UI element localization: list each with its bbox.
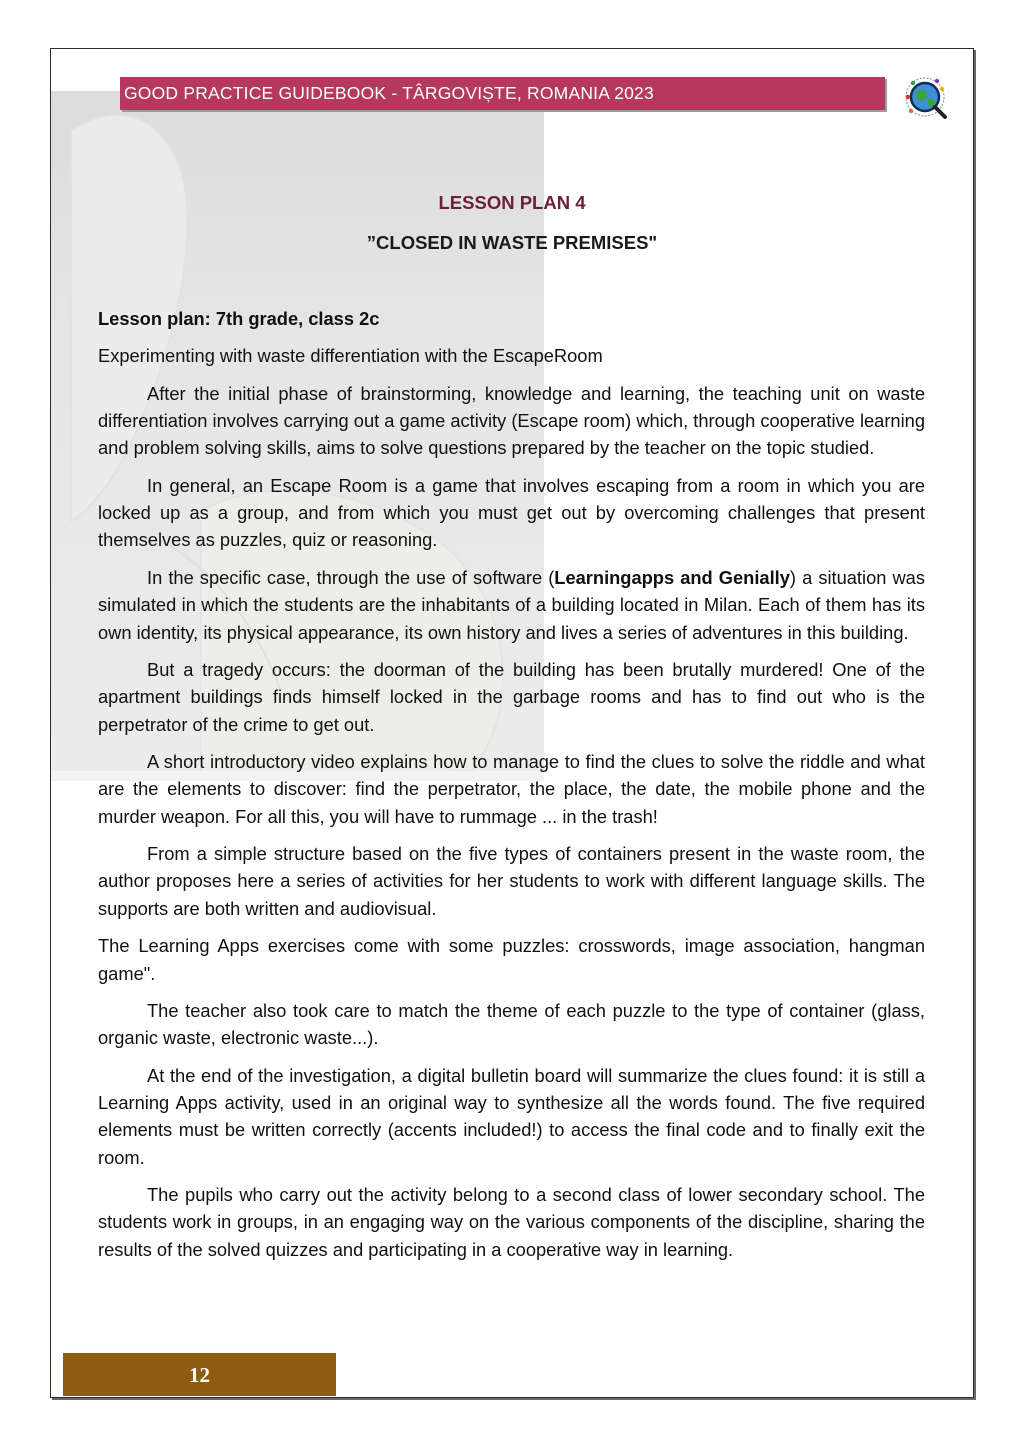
paragraph: A short introductory video explains how to manage to find the clues to solve the riddle and what are the elements to discover: find the perpetrator, the place, the date, the mobile phone and the murder weapon. For all this, you will have to rummage ... in the trash! xyxy=(98,751,925,827)
intro-paragraph: Experimenting with waste differentiation with the EscapeRoom xyxy=(98,345,603,367)
paragraph xyxy=(98,564,925,646)
body-text xyxy=(98,305,925,1273)
paragraph: But a tragedy occurs: the doorman of the building has been brutally murdered! One of the apartment buildings finds himself locked in the garbage rooms and has to find out who is the perpetrator of the crime to get out. xyxy=(98,659,925,735)
paragraph: The Learning Apps exercises come with some puzzles: crosswords, image association, hangman game". xyxy=(98,935,925,984)
paragraph: In general, an Escape Room is a game that involves escaping from a room in which you are locked up as a group, and from which you must get out by overcoming challenges that present themselves as puzzles, quiz or reasoning. xyxy=(98,474,925,551)
page-number: 12 xyxy=(189,1363,210,1387)
software-names: Learningapps and Genially xyxy=(554,566,790,588)
paragraph: The teacher also took care to match the theme of each puzzle to the type of container (glass, organic waste, electronic waste...). xyxy=(98,1000,925,1049)
paragraph: After the initial phase of brainstorming, knowledge and learning, the teaching unit on waste differentiation involves carrying out a game activity (Escape room) which, through cooperative learning and problem solving skills, aims to solve questions prepared by the teacher on the topic studied. xyxy=(98,382,925,459)
lesson-subhead: Lesson plan: 7th grade, class 2c xyxy=(98,308,380,329)
paragraph: At the end of the investigation, a digital bulletin board will summarize the clues found: it is still a Learning Apps activity, used in an original way to synthesize all the words found. The five required elements must be written correctly (accents included!) to access the final code and to finally exit the room. xyxy=(98,1064,925,1168)
paragraph: From a simple structure based on the five types of containers present in the waste room, the author proposes here a series of activities for her students to work with different language skills. The supports are both written and audiovisual. xyxy=(98,843,925,919)
paragraph-text: In the specific case, through the use of software ( xyxy=(147,566,555,588)
globe-magnifier-icon xyxy=(903,75,949,121)
header-title: GOOD PRACTICE GUIDEBOOK - TÂRGOVIȘTE, ROMANIA 2023 xyxy=(124,83,654,103)
page-frame xyxy=(50,48,974,1398)
paragraph: The pupils who carry out the activity belong to a second class of lower secondary school. The students work in groups, in an engaging way on the various components of the discipline, sharing the results of the solved quizzes and participating in a cooperative way in learning. xyxy=(98,1184,925,1260)
paragraph-text: ) a situation was simulated in which the students are the inhabitants of a building located in Milan. Each of them has its own identity, its physical appearance, its own history and lives a series of adventures in this building. xyxy=(98,566,925,643)
page-number-box xyxy=(63,1353,336,1396)
lesson-number-title: LESSON PLAN 4 xyxy=(438,192,586,213)
header-bar xyxy=(120,77,885,110)
lesson-name-title: ”CLOSED IN WASTE PREMISES" xyxy=(366,232,658,253)
